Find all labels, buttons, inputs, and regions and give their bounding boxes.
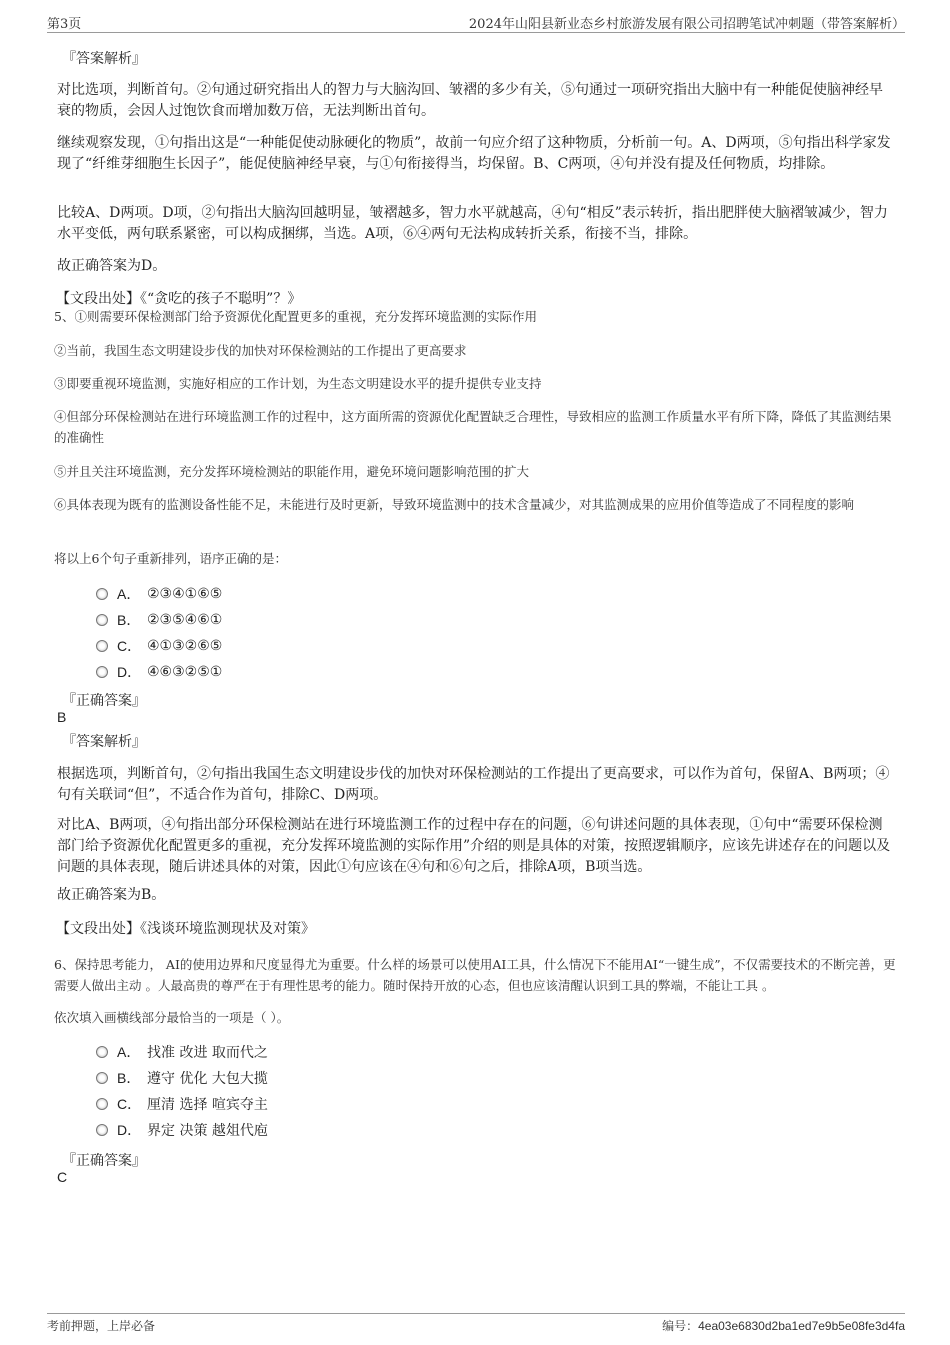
code-value: 4ea03e6830d2ba1ed7e9b5e08fe3d4fa — [698, 1319, 905, 1333]
q6-prompt: 依次填入画横线部分最恰当的一项是（ ）。 — [54, 1010, 290, 1025]
q5-option-b[interactable]: B． ②③⑤④⑥① — [96, 610, 222, 630]
radio-icon[interactable] — [96, 1072, 108, 1084]
q5-sentence-1: 5、①则需要环保检测部门给予资源优化配置更多的重视，充分发挥环境监测的实际作用 — [54, 309, 537, 324]
q5-analysis-para-1: 根据选项，判断首句，②句指出我国生态文明建设步伐的加快对环保检测站的工作提出了更高要求，可以作为首句，保留A、B两项；④句有关联词“但”，不适合作为首句，排除C、D两项。 — [57, 766, 890, 803]
radio-icon[interactable] — [96, 666, 108, 678]
q6-option-a[interactable]: A． 找准 改进 取而代之 — [96, 1042, 268, 1062]
q6-option-b[interactable]: B． 遵守 优化 大包大揽 — [96, 1068, 268, 1088]
q5-sentence-6: ⑥具体表现为既有的监测设备性能不足，未能进行及时更新，导致环境监测中的技术含量减少，对其监测成果的应用价值等造成了不同程度的影响 — [54, 497, 855, 512]
footer-slogan: 考前押题，上岸必备 — [47, 1319, 156, 1333]
q6-answer: C — [57, 1169, 68, 1185]
q6-answer-label: 『正确答案』 — [62, 1153, 146, 1169]
q4-analysis-para-1: 对比选项，判断首句。②句通过研究指出人的智力与大脑沟回、皱褶的多少有关，⑤句通过一项研究指出大脑中有一种能促使脑神经早衰的物质，会因人过饱饮食而增加数万倍，无法判断出首句。 — [57, 82, 883, 119]
q5-sentence-2: ②当前，我国生态文明建设步伐的加快对环保检测站的工作提出了更高要求 — [54, 343, 467, 358]
radio-icon[interactable] — [96, 588, 108, 600]
q5-source: 【文段出处】《浅谈环境监测现状及对策》 — [56, 921, 315, 937]
q6-option-c[interactable]: C． 厘清 选择 喧宾夺主 — [96, 1094, 268, 1114]
q5-sentence-4: ④但部分环保检测站在进行环境监测工作的过程中，这方面所需的资源优化配置缺乏合理性，导致相应的监测工作质量水平有所下降，降低了其监测结果的准确性 — [54, 409, 892, 445]
document-code — [662, 1317, 905, 1334]
q4-analysis-label: 『答案解析』 — [62, 51, 146, 67]
q4-analysis-para-2: 继续观察发现，①句指出这是“一种能促使动脉硬化的物质”，故前一句应介绍了这种物质，分析前一句。A、D两项，⑤句指出科学家发现了“纤维芽细胞生长因子”，能促使脑神经早衰，与①句衔接得当，均保留。B、C两项，④句并没有提及任何物质，均排除。 — [57, 135, 891, 172]
q6-stem: 6、保持思考能力， AI的使用边界和尺度显得尤为重要。什么样的场景可以使用AI工具，什么情况下不能用AI“一键生成”，不仅需要技术的不断完善，更需要人做出主动 。人最高贵的尊严在于有理性思考的能力。随时保持开放的心态，但也应该清醒认识到工具的弊端，不能让工具 。 — [54, 957, 896, 993]
q4-analysis-para-3: 比较A、D两项。D项，②句指出大脑沟回越明显，皱褶越多，智力水平就越高，④句“相反”表示转折，指出肥胖使大脑褶皱减少，智力水平变低，两句联系紧密，可以构成捆绑，当选。A项，⑥④两句无法构成转折关系，衔接不当，排除。 — [57, 205, 888, 242]
radio-icon[interactable] — [96, 1046, 108, 1058]
q4-analysis-conclusion: 故正确答案为D。 — [57, 258, 167, 274]
q5-analysis-para-2: 对比A、B两项，④句指出部分环保检测站在进行环境监测工作的过程中存在的问题，⑥句讲述问题的具体表现，①句中“需要环保检测部门给予资源优化配置更多的重视，充分发挥环境监测的实际作用”介绍的则是具体的对策，按照逻辑顺序，应该先讲述存在的问题以及问题的具体表现，随后讲述具体的对策，因此①句应该在④句和⑥句之后，排除A项，B项当选。 — [57, 817, 891, 875]
page-number: 第3页 — [47, 17, 82, 32]
q5-analysis-label: 『答案解析』 — [62, 734, 146, 750]
q4-source: 【文段出处】《“贪吃的孩子不聪明”？》 — [56, 291, 302, 307]
radio-icon[interactable] — [96, 1098, 108, 1110]
q5-option-d[interactable]: D． ④⑥③②⑤① — [96, 662, 222, 682]
q5-option-a[interactable]: A． ②③④①⑥⑤ — [96, 584, 222, 604]
q5-sentence-3: ③即要重视环境监测，实施好相应的工作计划，为生态文明建设水平的提升提供专业支持 — [54, 376, 542, 391]
q5-answer: B — [57, 709, 67, 725]
page-header — [47, 10, 905, 33]
q5-sentence-5: ⑤并且关注环境监测，充分发挥环境检测站的职能作用，避免环境问题影响范围的扩大 — [54, 464, 530, 479]
radio-icon[interactable] — [96, 640, 108, 652]
q6-option-d[interactable]: D． 界定 决策 越俎代庖 — [96, 1120, 268, 1140]
q5-option-c[interactable]: C． ④①③②⑥⑤ — [96, 636, 222, 656]
code-label: 编号： — [662, 1319, 699, 1333]
document-title: 2024年山阳县新业态乡村旅游发展有限公司招聘笔试冲刺题（带答案解析） — [468, 17, 905, 32]
radio-icon[interactable] — [96, 614, 108, 626]
q5-prompt: 将以上6个句子重新排列，语序正确的是： — [54, 551, 287, 566]
radio-icon[interactable] — [96, 1124, 108, 1136]
q5-analysis-conclusion: 故正确答案为B。 — [57, 887, 166, 903]
q5-answer-label: 『正确答案』 — [62, 693, 146, 709]
page-footer — [47, 1313, 905, 1336]
